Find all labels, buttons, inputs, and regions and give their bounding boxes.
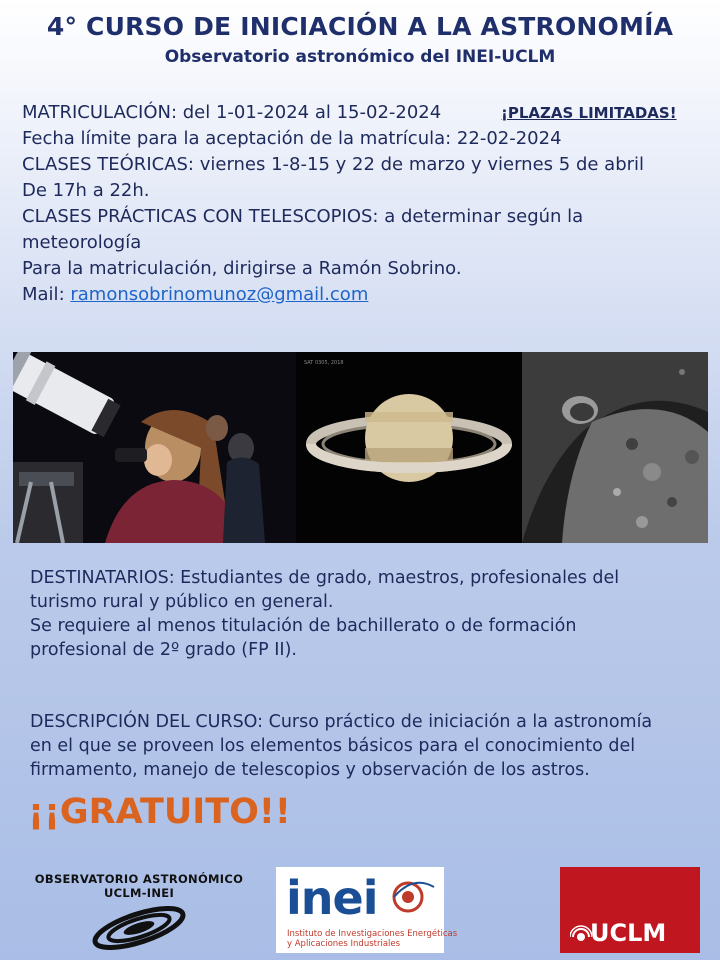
mail-line: [22, 282, 712, 308]
plazas-limitadas-badge: ¡PLAZAS LIMITADAS!: [501, 104, 677, 122]
page-title: 4° CURSO DE INICIACIÓN A LA ASTRONOMÍA: [46, 12, 674, 41]
uclm-logo: [560, 867, 700, 953]
inei-emblem-icon: [388, 873, 438, 923]
inei-logo: [276, 867, 458, 953]
observatorio-logo-line2: UCLM-INEI: [103, 886, 175, 900]
descripcion-line: DESCRIPCIÓN DEL CURSO: Curso práctico de iniciación a la astronomía: [30, 712, 653, 732]
clases-teoricas-text: CLASES TEÓRICAS: viernes 1-8-15 y 22 de marzo y viernes 5 de abril: [22, 154, 645, 175]
clases-practicas-text: CLASES PRÁCTICAS CON TELESCOPIOS: a determinar según la: [22, 206, 584, 227]
descripcion-line: firmamento, manejo de telescopios y observación de los astros.: [30, 760, 590, 780]
matriculacion-text: MATRICULACIÓN: del 1-01-2024 al 15-02-2024: [22, 102, 442, 123]
inei-subtitle-line2: y Aplicaciones Industriales: [287, 939, 401, 949]
galaxy-icon: [28, 900, 250, 952]
page-subtitle: Observatorio astronómico del INEI-UCLM: [164, 47, 556, 67]
inei-subtitle-line1: Instituto de Investigaciones Energéticas: [287, 929, 458, 939]
contacto-text: Para la matriculación, dirigirse a Ramón Sobrino.: [22, 258, 462, 279]
mail-label: Mail:: [22, 284, 71, 305]
observatorio-logo: [28, 872, 250, 952]
photo-strip: [13, 352, 708, 543]
uclm-wordmark: UCLM: [590, 919, 667, 947]
descripcion-section: [30, 710, 710, 782]
inei-wordmark: inei: [286, 871, 378, 925]
destinatarios-line: profesional de 2º grado (FP II).: [30, 640, 297, 660]
uclm-emblem-icon: [570, 923, 592, 945]
enrollment-info: [22, 100, 712, 308]
inei-subtitle: [287, 929, 457, 949]
destinatarios-line: DESTINATARIOS: Estudiantes de grado, maestros, profesionales del: [30, 568, 620, 588]
saturn-caption: SAT 0305, 2018: [304, 360, 344, 366]
clases-practicas-text-cont: meteorología: [22, 232, 142, 253]
horario-text: De 17h a 22h.: [22, 180, 150, 201]
saturn-photo: [296, 352, 522, 543]
telescope-photo: [13, 352, 296, 543]
mail-link[interactable]: ramonsobrinomunoz@gmail.com: [70, 284, 369, 305]
moon-photo: [522, 352, 708, 543]
fecha-limite-text: Fecha límite para la aceptación de la matrícula: 22-02-2024: [22, 128, 562, 149]
gratuito-banner: ¡¡GRATUITO!!: [28, 792, 291, 832]
destinatarios-line: Se requiere al menos titulación de bachillerato o de formación: [30, 616, 577, 636]
observatorio-logo-line1: OBSERVATORIO ASTRONÓMICO: [34, 872, 244, 886]
destinatarios-line: turismo rural y público en general.: [30, 592, 334, 612]
destinatarios-section: [30, 566, 700, 662]
descripcion-line: en el que se proveen los elementos básicos para el conocimiento del: [30, 736, 636, 756]
